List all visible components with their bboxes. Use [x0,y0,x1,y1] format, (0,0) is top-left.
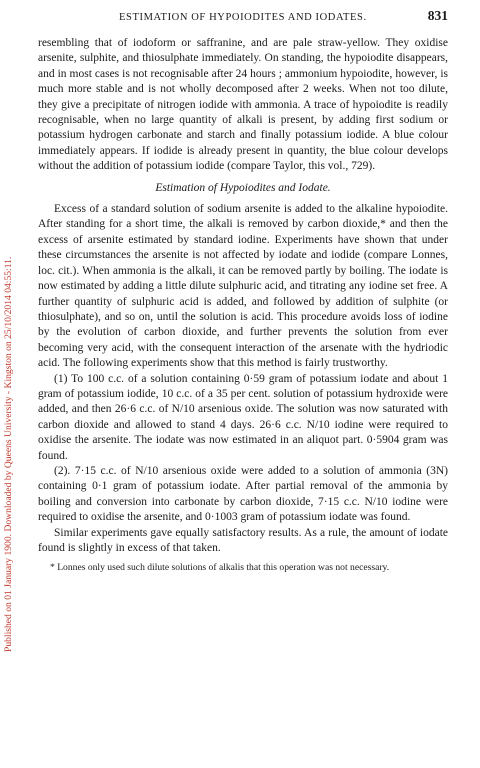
page-number: 831 [427,8,448,23]
page-body [38,8,448,575]
footnote: * Lonnes only used such dilute solutions of alkalis that this operation was not necessary. [50,562,390,574]
download-watermark: Published on 01 January 1900. Downloaded by Queens University - Kingston on 25/10/2014 04:55:11. [3,256,14,652]
running-title: ESTIMATION OF HYPOIODITES AND IODATES. [119,12,367,23]
paragraph-conclusion: Similar experiments gave equally satisfactory results. As a rule, the amount of iodate found is slightly in excess of that taken. [38,526,448,554]
paragraph-method: Excess of a standard solution of sodium arsenite is added to the alkaline hypoiodite. After standing for a short time, the alkali is removed by carbon dioxide,* and then the excess of arsenite estimated by standard iodine. Experiments have shown that under these circumstances the arsenite is not affected by iodate and iodide (compare Lonnes, loc. cit.). When ammonia is the alkali, it can be removed partly by boiling. The iodate is now estimated by adding a little dilute sulphuric acid, and titrating any iodine set free. A further quantity of sulphuric acid is added, and followed by addition of sulphite (or thiosulphate), and so on, until the solution is acid. This procedure avoids loss of iodine by the evolution of carbon dioxide, and further prevents the solution from ever becoming very acid, with the consequent interaction of the arsenate with the hydriodic acid. The following experiments show that this method is fairly trustworthy. [38,203,448,370]
section-heading: Estimation of Hypoiodites and Iodate. [155,181,331,194]
running-header [38,8,448,30]
paragraph-experiment-2: (2). 7·15 c.c. of N/10 arsenious oxide were added to a solution of ammonia (3N) containing 0·1 gram of potassium iodate. After partial removal of the ammonia by boiling and conversion into carbonate by carbon dioxide, 7·15 c.c. N/10 iodine were required to oxidise the arsenite, and 0·1003 gram of potassium iodate was found. [38,464,448,524]
paragraph-continuation: resembling that of iodoform or saffranine, and are pale straw-yellow. They oxidise arsenite, sulphite, and thiosulphate immediately. On standing, the hypoiodite disappears, and in most cases is not recognisable after 24 hours ; ammonium hypoiodite, however, is much more stable and is not wholly decomposed after 2 weeks. When not too dilute, they give a precipitate of nitrogen iodide with ammonia. A trace of hypoiodite is readily recognisable, when no large quantity of alkali is present, by adding first sodium or potassium hydrogen carbonate and starch and finally potassium iodide. A blue colour immediately appears. If iodide is already present in quantity, the blue colour develops without the addition of potassium iodide (compare Taylor, this vol., 729). [38,37,448,173]
paragraph-experiment-1: (1) To 100 c.c. of a solution containing 0·59 gram of potassium iodate and about 1 gram of potassium iodide, 10 c.c. of a 35 per cent. solution of potassium hydroxide were added, and then 26·6 c.c. of N/10 arsenious oxide. The solution was now saturated with carbon dioxide and allowed to stand 4 days. 26·6 c.c. N/10 iodine were required to oxidise the arsenite. The iodate was now estimated in an aliquot part. 0·5904 gram was found. [38,372,448,462]
